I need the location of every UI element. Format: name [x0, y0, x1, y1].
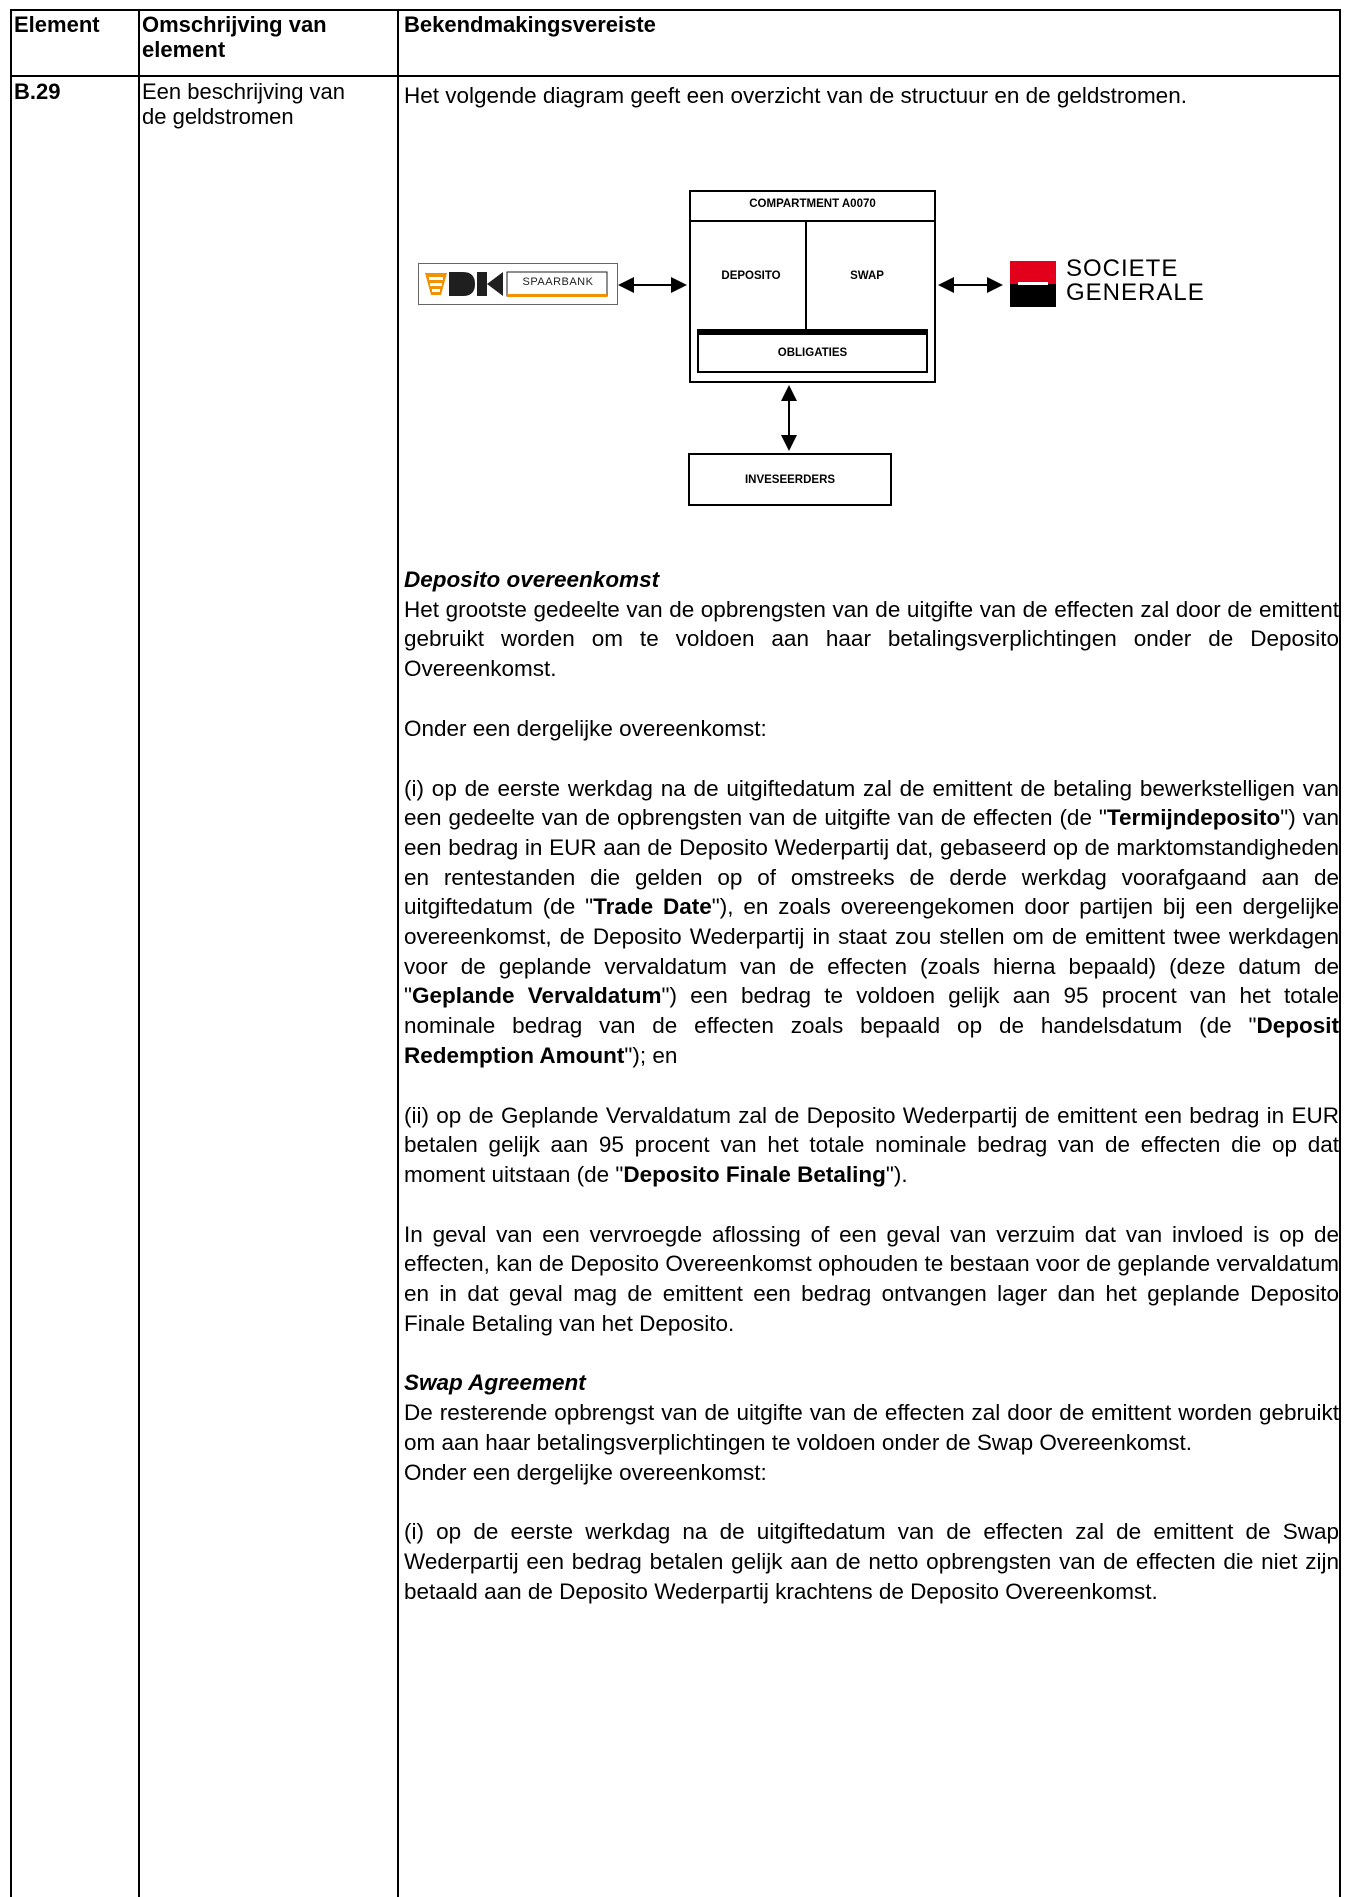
sg-name-line1: SOCIETE: [1066, 255, 1179, 282]
column-divider-2: [397, 9, 399, 1897]
swap-paragraph-1: De resterende opbrengst van de uitgifte van de effecten zal door de emittent worden gebruikt om aan haar betalingsverplichtingen te voldoen onder de Swap Overeenkomst.: [404, 1400, 1339, 1455]
deposito-item-i: (i) op de eerste werkdag na de uitgiftedatum zal de emittent de betaling bewerkstelligen van een gedeelte van de opbrengsten van de uitgifte van de effecten (de "Termijndeposito") van een bedrag in EUR aan de Deposito Wederpartij dat, gebaseerd op de marktomstandigheden en rentestanden die gelden op of omstreeks de derde werkdag voorafgaand aan de uitgiftedatum (de "Trade Date"), en zoals overeengekomen door partijen bij een dergelijke overeenkomst, de Deposito Wederpartij in staat zou stellen om de emittent twee werkdagen voor de geplande vervaldatum van de effecten (zoals hierna bepaald) (deze datum de "Geplande Vervaldatum") een bedrag te voldoen gelijk aan 95 procent van het totale nominale bedrag van de effecten zoals bepaald op de handelsdatum (de "Deposit Redemption Amount"); en: [404, 775, 1339, 1068]
deposito-paragraph-2: Onder een dergelijke overeenkomst:: [404, 715, 767, 741]
swap-box: SWAP: [807, 222, 927, 329]
header-element: Element: [14, 12, 100, 37]
sg-red-square: [1010, 261, 1056, 284]
header-description-line2: element: [142, 37, 226, 62]
investors-box: INVESEERDERS: [688, 453, 892, 506]
table-right-border: [1339, 9, 1341, 1897]
sg-white-bar: [1018, 282, 1048, 285]
flow-arrows: [404, 185, 1339, 525]
obligaties-box: OBLIGATIES: [697, 333, 928, 373]
swap-heading: Swap Agreement: [404, 1370, 586, 1396]
header-description-line1: Omschrijving van: [142, 12, 327, 37]
societe-generale-logo: [1010, 257, 1270, 313]
vdk-logo-text: SPAARBANK: [522, 276, 594, 288]
sg-black-square: [1010, 284, 1056, 307]
header-row-border: [10, 75, 1341, 77]
swap-paragraph-2: Onder een dergelijke overeenkomst:: [404, 1459, 767, 1485]
deposito-heading: Deposito overeenkomst: [404, 567, 660, 592]
requirement-text: [404, 565, 1339, 1606]
table-top-border: [10, 9, 1341, 11]
element-description-line2: de geldstromen: [142, 104, 294, 129]
element-id: B.29: [14, 79, 61, 104]
table-left-border: [10, 9, 12, 1897]
structure-diagram: [404, 185, 1339, 525]
deposito-item-ii: (ii) op de Geplande Vervaldatum zal de Deposito Wederpartij de emittent een bedrag in EUR betalen gelijk aan 95 procent van het totale nominale bedrag van de effecten die op dat moment uitstaan (de "Deposito Finale Betaling").: [404, 1102, 1339, 1187]
deposito-box: DEPOSITO: [697, 222, 807, 329]
element-description-line1: Een beschrijving van: [142, 79, 346, 104]
column-divider-1: [138, 9, 140, 1897]
sg-name-line2: GENERALE: [1066, 279, 1205, 306]
deposito-paragraph-1: Het grootste gedeelte van de opbrengsten van de uitgifte van de effecten zal door de emittent gebruikt worden om te voldoen aan haar betalingsverplichtingen onder de Deposito Overeenkomst.: [404, 596, 1339, 682]
diagram-intro: Het volgende diagram geeft een overzicht van de structuur en de geldstromen.: [404, 83, 1187, 108]
vdk-spaarbank-logo: [418, 263, 618, 305]
deposito-paragraph-3: In geval van een vervroegde aflossing of een geval van verzuim dat van invloed is op de effecten, kan de Deposito Overeenkomst ophouden te bestaan voor de geplande vervaldatum en in dat geval mag de emittent een bedrag ontvangen lager dan het geplande Deposito Finale Betaling van het Deposito.: [404, 1221, 1339, 1336]
header-requirement: Bekendmakingsvereiste: [404, 12, 656, 37]
swap-item-i: (i) op de eerste werkdag na de uitgiftedatum van de effecten zal de emittent de Swap Wederpartij een bedrag betalen gelijk aan de netto opbrengsten van de effecten die niet zijn betaald aan de Deposito Wederpartij krachtens de Deposito Overeenkomst.: [404, 1519, 1339, 1604]
compartment-label: COMPARTMENT A0070: [749, 198, 876, 210]
